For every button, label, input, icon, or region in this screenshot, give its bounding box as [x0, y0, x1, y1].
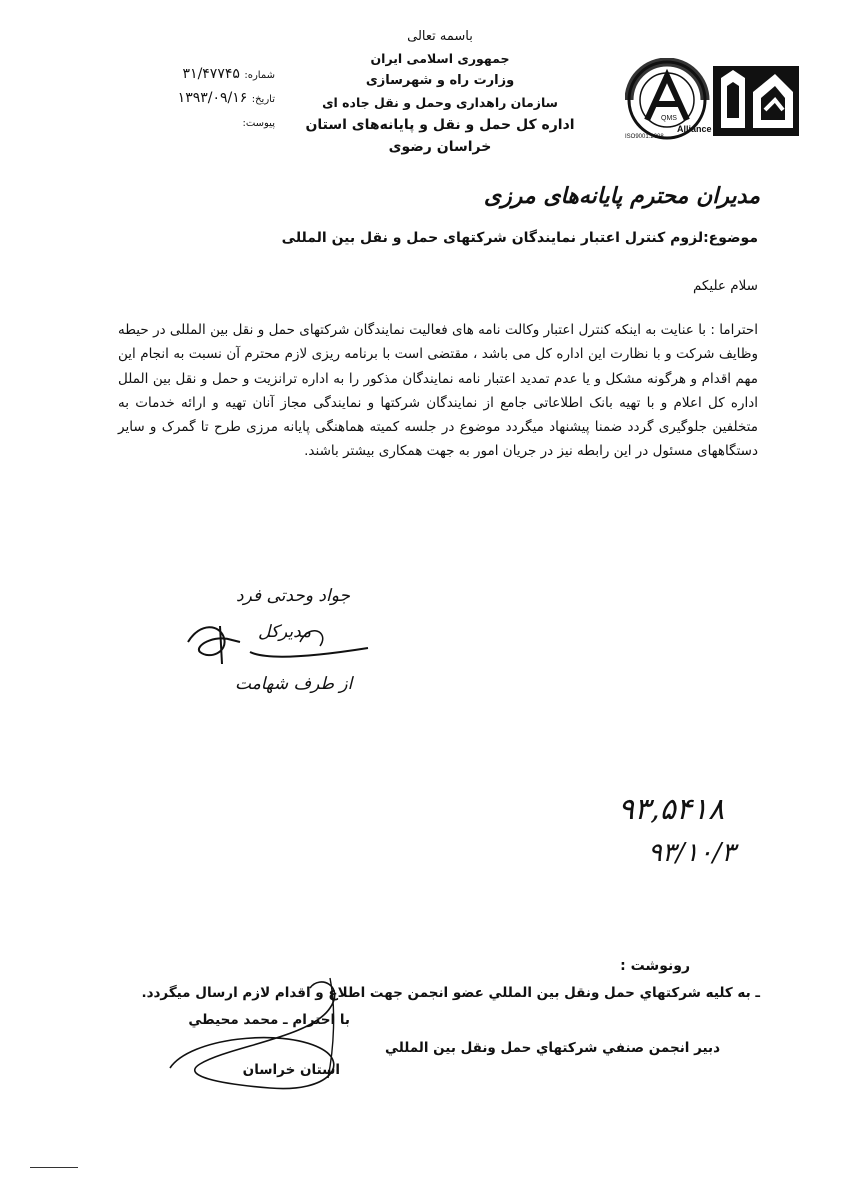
- signer-name: جواد وحدتی فرد: [236, 586, 351, 606]
- ministry-name: وزارت راه و شهرسازی: [365, 73, 515, 88]
- greeting: سلام علیکم: [692, 278, 758, 294]
- attachment-label: پیوست:: [242, 118, 275, 129]
- letter-attachment: [125, 114, 275, 138]
- letterhead: [290, 26, 590, 158]
- country-name: جمهوری اسلامی ایران: [370, 51, 510, 66]
- number-value: ۳۱/۴۷۷۴۵: [182, 66, 240, 82]
- svg-text:QMS: QMS: [661, 115, 677, 122]
- cc-signature-loop: [160, 968, 380, 1098]
- cc-heading: رونوشت :: [620, 958, 690, 974]
- logo-standard: ISO9001:2008: [625, 134, 664, 140]
- handwritten-reg-number: ۹۳,۵۴۱۸: [618, 792, 725, 827]
- date-value: ۱۳۹۳/۰۹/۱۶: [177, 90, 248, 106]
- organization-logo: [625, 58, 805, 148]
- footer-divider: [30, 1167, 78, 1168]
- invocation: باسمه تعالی: [407, 29, 473, 44]
- cc-signature-stroke: [160, 968, 380, 1098]
- letter-date: [125, 90, 275, 114]
- cc-signer-region: استان خراسان: [242, 1062, 340, 1078]
- letter-number: [125, 66, 275, 90]
- logo-brand: Alliance: [677, 124, 712, 134]
- signer-behalf: از طرف شهامت: [235, 674, 353, 694]
- organization-name: سازمان راهداری وحمل و نقل جاده ای: [322, 95, 558, 110]
- cc-signer-role: دبیر انجمن صنفي شرکتهاي حمل ونقل بین المللي: [385, 1040, 720, 1056]
- letter-meta: [125, 66, 275, 138]
- handwritten-reg-date: ۹۳/۱۰/۳: [648, 838, 736, 868]
- cc-regards: با احترام ـ محمد محیطي: [188, 1012, 350, 1028]
- handwritten-signature: [180, 612, 380, 682]
- department-name: اداره کل حمل و نقل و پایانه‌های استان خراسان رضوی: [305, 117, 575, 155]
- subject-line: موضوع:لزوم کنترل اعتبار نمایندگان شرکتهای حمل و نقل بین المللی: [281, 230, 758, 246]
- date-label: تاریخ:: [251, 94, 275, 105]
- number-label: شماره:: [244, 70, 275, 81]
- addressee: مدیران محترم پایانه‌های مرزی: [483, 183, 760, 209]
- letter-body: احتراما : با عنایت به اینکه کنترل اعتبار وکالت نامه های فعالیت نمایندگان شرکتهای حمل و نقل بین المللی در حیطه وظایف شرکت و با نظارت این اداره کل می باشد ، مقتضی است با برنامه ریزی لازم محترم آن نسبت به انجام این مهم اقدام و هرگونه مشکل و یا عدم تمدید اعتبار نامه نمایندگان مذکور را به اداره ترانزیت و حمل و نقل بین الملل اداره کل اعلام و با تهیه بانک اطلاعاتی جامع از نمایندگان شرکتها و نمایندگی مجاز آنان تهیه و ارائه خدمات به متخلفین جلوگیری گردد ضمنا پیشنهاد میگردد موضوع در جلسه کمیته هماهنگی پایانه مرزی طرح تا گمرک و سایر دستگاههای مسئول در این رابطه نیز در جریان امور به جهت همکاری بیشتر باشند.: [118, 322, 758, 460]
- cc-recipients: ـ به کلیه شرکتهاي حمل ونقل بین المللي عضو انجمن جهت اطلاع و اقدام لازم ارسال میگردد.: [141, 985, 760, 1001]
- signer-title: مدیرکل: [258, 622, 312, 642]
